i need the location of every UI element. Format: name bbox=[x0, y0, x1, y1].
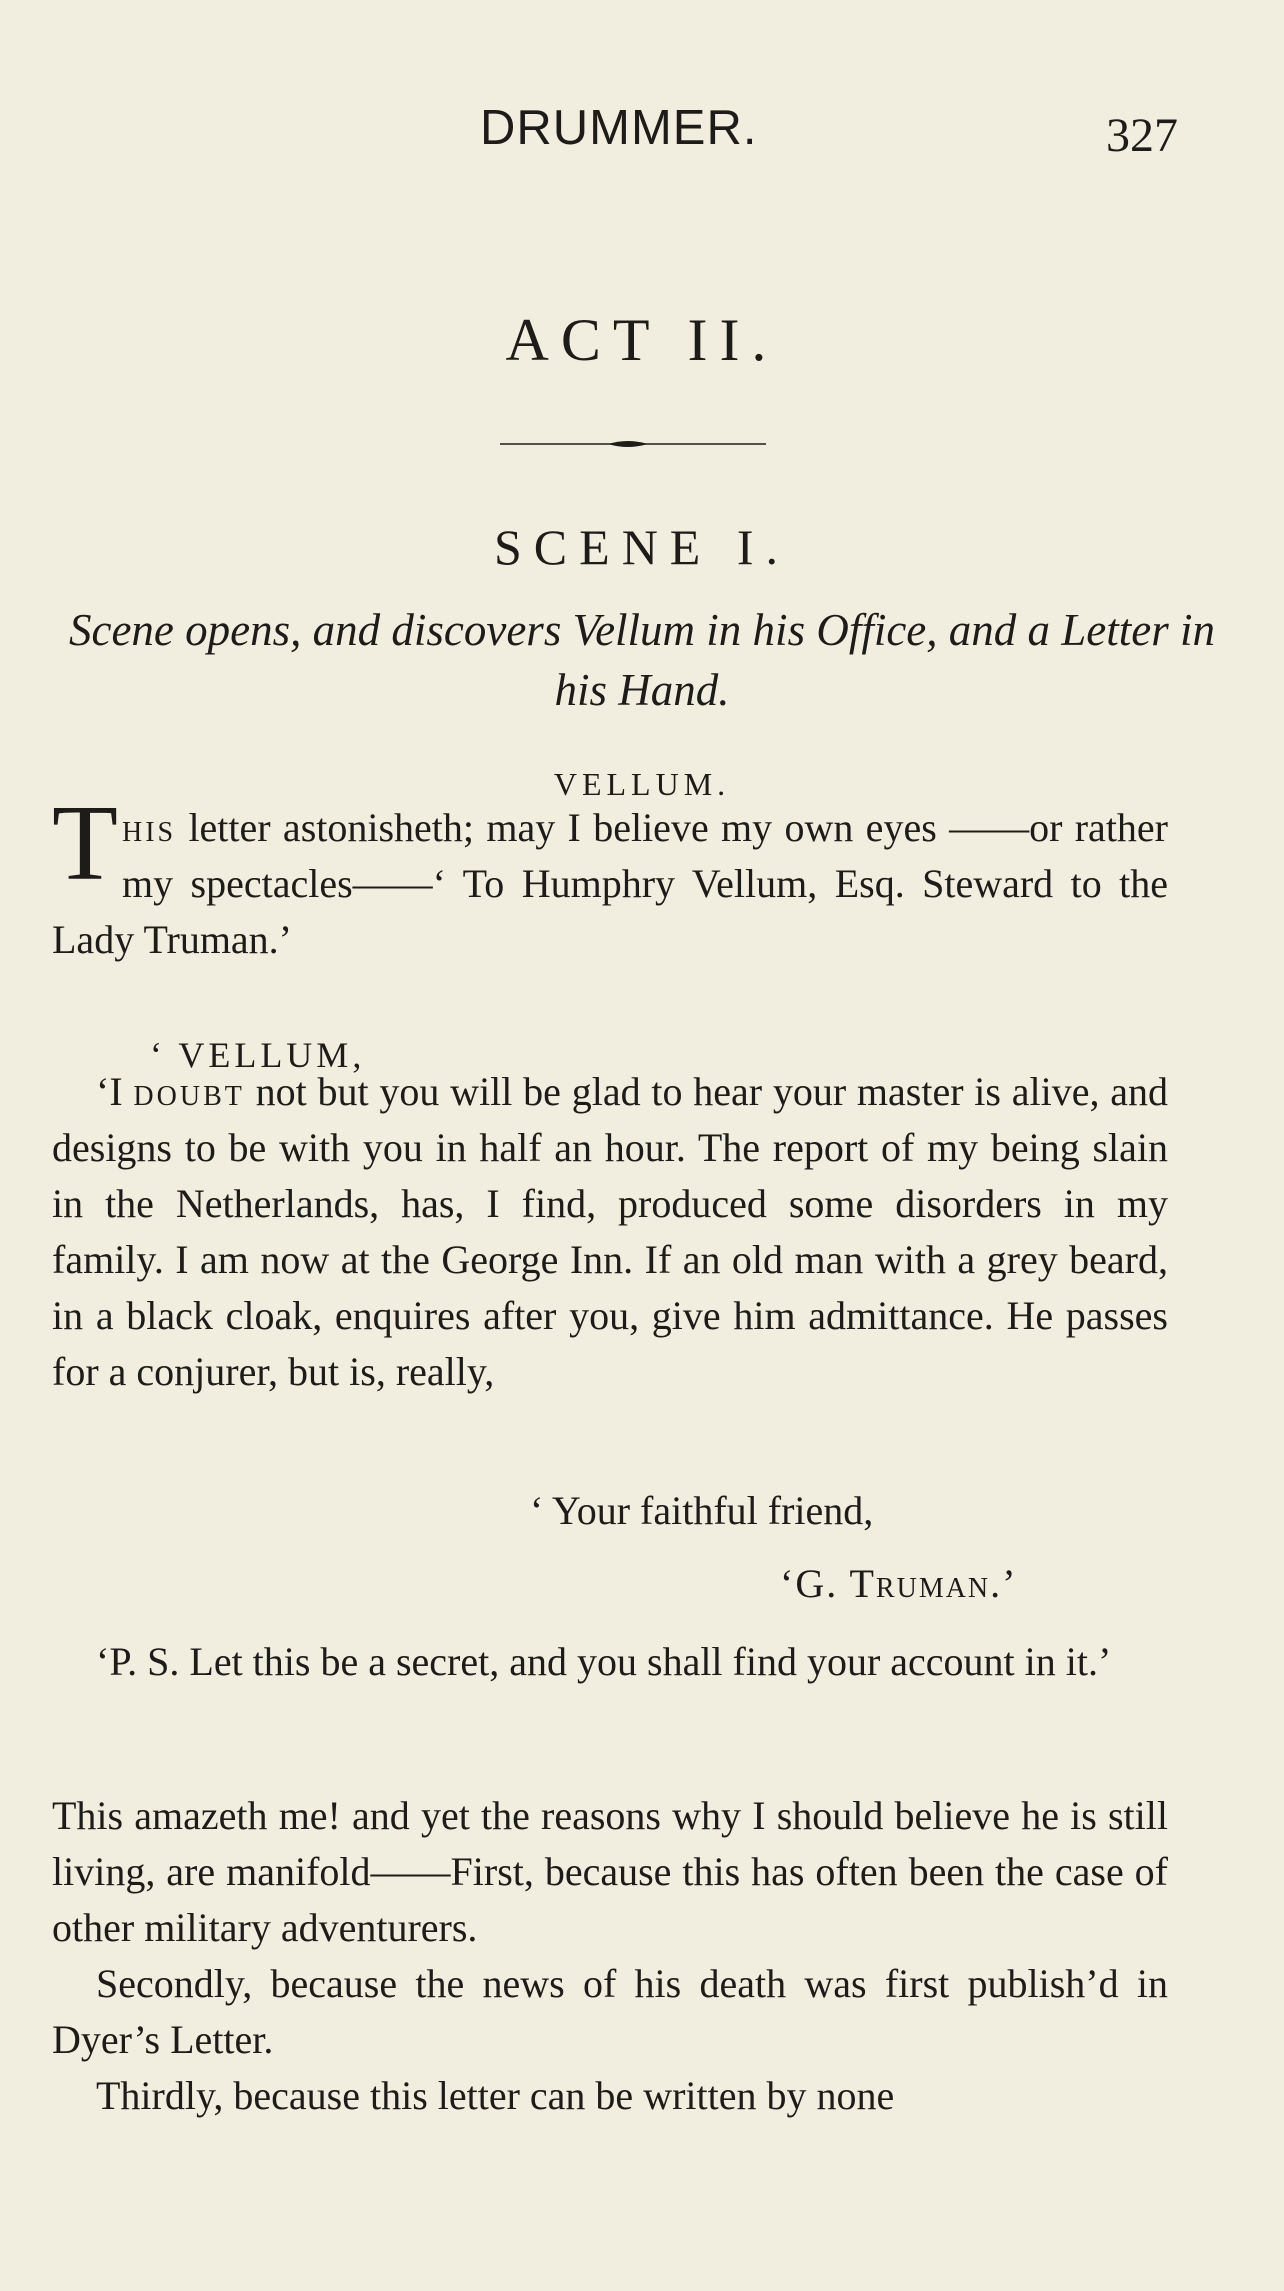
letter-salutation: ‘ VELLUM, bbox=[150, 1035, 366, 1075]
stage-direction: Scene opens, and discovers Vellum in his Office, and a Letter in his Hand. bbox=[68, 605, 1216, 715]
letter-open-quote: ‘I bbox=[96, 1069, 134, 1114]
drop-cap: T bbox=[52, 784, 118, 903]
first-word: his bbox=[121, 805, 177, 850]
page-header bbox=[0, 100, 1284, 170]
act-heading: ACT II. bbox=[505, 307, 779, 373]
speaker-name: VELLUM. bbox=[553, 766, 731, 802]
scene-heading: SCENE I. bbox=[494, 519, 790, 575]
paragraph-1: This amazeth me! and yet the reasons why I should believe he is still living, are manifold——First, because this has often been the case of other military adventurers. bbox=[52, 1793, 1168, 1950]
letter-sign-off: ‘ Your faithful friend, bbox=[530, 1488, 874, 1533]
page-number: 327 bbox=[1106, 109, 1178, 162]
paragraph-2: Secondly, because the news of his death was first publish’d in Dyer’s Letter. bbox=[52, 1961, 1168, 2062]
postscript bbox=[52, 1634, 1168, 1690]
letter-body-text: not but you will be glad to hear your master is alive, and designs to be with you in half an hour. The report of my being slain in the Netherlands, has, I find, produced some disorders in my family. I am now at the George Inn. If an old man with a grey beard, in a black cloak, enquires after you, give him admittance. He passes for a conjurer, but is, really, bbox=[52, 1069, 1169, 1394]
running-title: DRUMMER. bbox=[480, 101, 758, 155]
letter-first-word: doubt bbox=[133, 1069, 245, 1114]
letter-body bbox=[52, 1064, 1168, 1400]
opening-speech-text: letter astonisheth; may I believe my own eyes ——or rather my spectacles——‘ To Humphry Vellum, Esq. Steward to the Lady Truman.’ bbox=[52, 805, 1168, 962]
continuation bbox=[52, 1788, 1168, 2124]
ornamental-rule bbox=[500, 438, 766, 450]
paragraph-3: Thirdly, because this letter can be written by none bbox=[96, 2073, 895, 2118]
opening-speech bbox=[52, 784, 1168, 968]
postscript-text: ‘P. S. Let this be a secret, and you shall find your account in it.’ bbox=[96, 1639, 1112, 1684]
letter-signature: ‘G. Truman.’ bbox=[780, 1561, 1018, 1606]
